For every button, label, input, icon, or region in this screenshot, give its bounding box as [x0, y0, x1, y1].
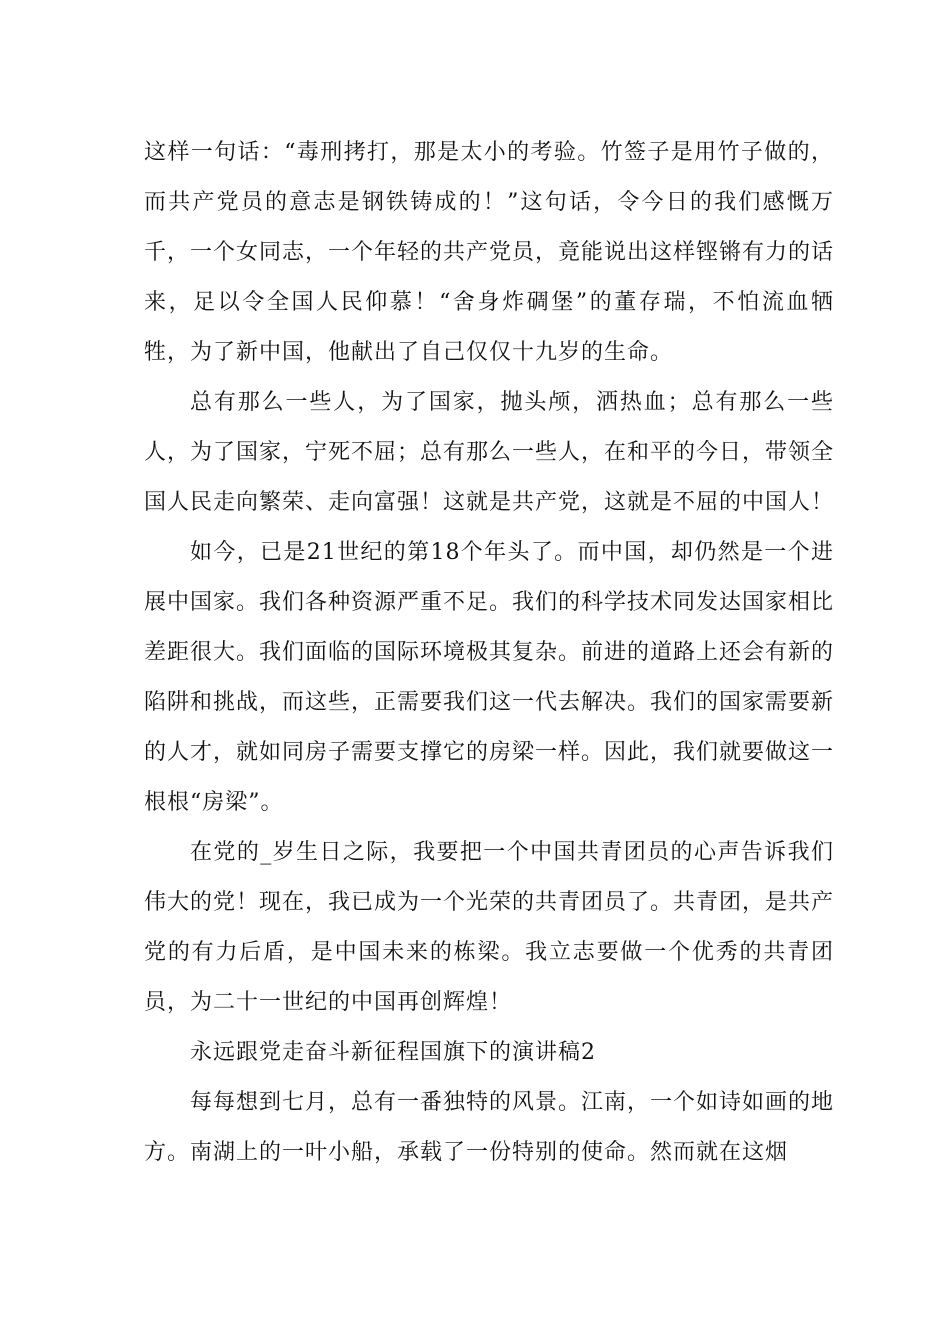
- paragraph-2: 总有那么一些人，为了国家，抛头颅，洒热血；总有那么一些人，为了国家，宁死不屈；总有那么一些人，在和平的今日，带领全国人民走向繁荣、走向富强！这就是共产党，这就是不屈的中国人！: [144, 390, 835, 515]
- paragraph-1: 这样一句话：“毒刑拷打，那是太小的考验。竹签子是用竹子做的，而共产党员的意志是钢铁铸成的！”这句话，令今日的我们感慨万千，一个女同志，一个年轻的共产党员，竟能说出这样铿锵有力的话来，足以令全国人民仰慕！“舍身炸碉堡”的董存瑞，不怕流血牺牲，为了新中国，他献出了自己仅仅十九岁的生命。: [144, 140, 835, 365]
- document-body: [144, 128, 834, 1178]
- paragraph-3: 如今，已是21世纪的第18个年头了。而中国，却仍然是一个进展中国家。我们各种资源严重不足。我们的科学技术同发达国家相比差距很大。我们面临的国际环境极其复杂。前进的道路上还会有新的陷阱和挑战，而这些，正需要我们这一代去解决。我们的国家需要新的人才，就如同房子需要支撑它的房梁一样。因此，我们就要做这一根根“房梁”。: [144, 540, 835, 815]
- section-title: 永远跟党走奋斗新征程国旗下的演讲稿2: [190, 1040, 596, 1065]
- paragraph-4: 在党的_岁生日之际，我要把一个中国共青团员的心声告诉我们伟大的党！现在，我已成为一个光荣的共青团员了。共青团，是共产党的有力后盾，是中国未来的栋梁。我立志要做一个优秀的共青团员，为二十一世纪的中国再创辉煌！: [144, 840, 835, 1015]
- paragraph-5: 每每想到七月，总有一番独特的风景。江南，一个如诗如画的地方。南湖上的一叶小船，承载了一份特别的使命。然而就在这烟: [144, 1090, 835, 1165]
